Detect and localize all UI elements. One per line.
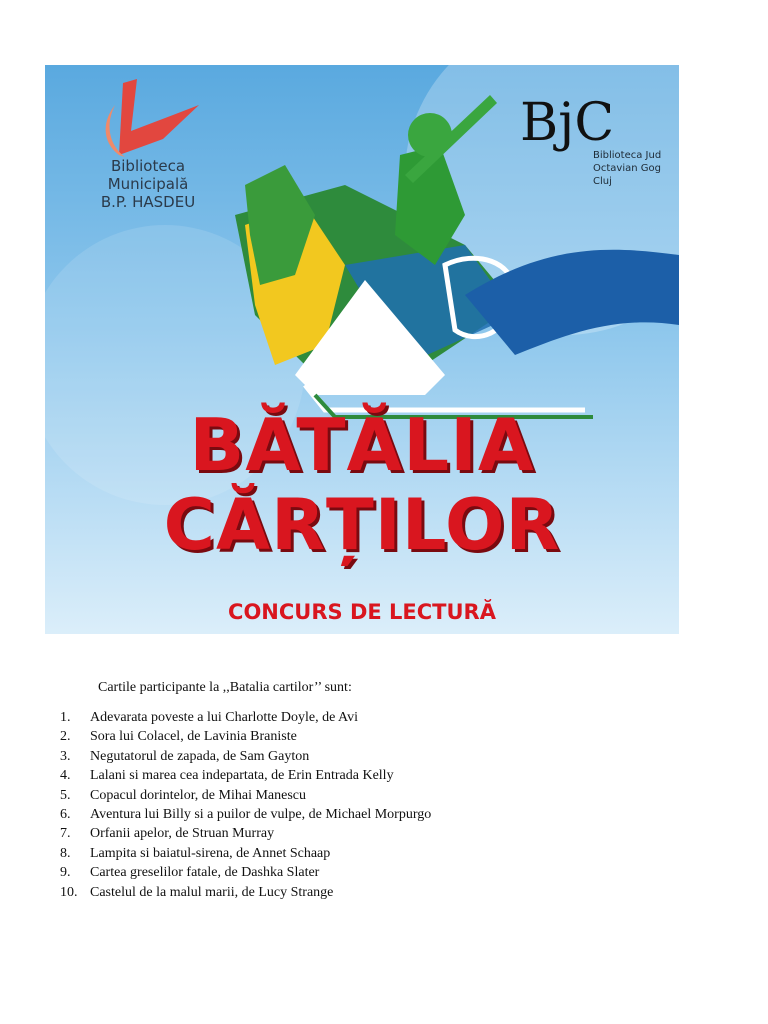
red-book-flame-logo	[106, 79, 199, 157]
right-logo-line: Octavian Gog	[593, 163, 661, 174]
poster-subtitle: CONCURS DE LECTURĂ	[228, 600, 496, 624]
poster-title-line1: BĂTĂLIA	[189, 403, 535, 487]
left-logo-line: B.P. HASDEU	[100, 193, 196, 211]
list-item	[60, 824, 431, 843]
book-title: Negutatorul de zapada, de Sam Gayton	[90, 748, 310, 764]
list-item	[60, 727, 431, 746]
list-item	[60, 747, 431, 766]
right-logo-line: Cluj	[593, 176, 612, 187]
list-item	[60, 863, 431, 882]
left-logo-text	[78, 157, 218, 211]
left-logo-line: Biblioteca	[110, 157, 186, 175]
item-number: 5.	[60, 787, 71, 803]
list-item	[60, 844, 431, 863]
item-number: 7.	[60, 826, 71, 842]
intro-text: Cartile participante la ,,Batalia cartilor’’ sunt:	[98, 680, 352, 695]
list-item	[60, 786, 431, 805]
item-number: 2.	[60, 729, 71, 745]
list-item	[60, 805, 431, 824]
left-logo-line: Municipală	[107, 175, 189, 193]
book-title: Aventura lui Billy si a puilor de vulpe, de Michael Morpurgo	[90, 806, 432, 822]
list-item	[60, 708, 431, 727]
item-number: 1.	[60, 710, 71, 725]
book-title: Sora lui Colacel, de Lavinia Braniste	[90, 729, 297, 745]
right-logo-line: Biblioteca Jud	[593, 150, 662, 161]
book-title: Lampita si baiatul-sirena, de Annet Schaap	[90, 845, 331, 861]
book-title: Copacul dorintelor, de Mihai Manescu	[90, 787, 306, 803]
list-item	[60, 766, 431, 785]
poster-title-line2: CĂRȚILOR	[163, 484, 561, 566]
book-title: Castelul de la malul marii, de Lucy Strange	[90, 884, 334, 900]
item-number: 3.	[60, 748, 71, 764]
book-title: Orfanii apelor, de Struan Murray	[90, 826, 275, 842]
poster-image	[45, 65, 679, 634]
item-number: 6.	[60, 806, 71, 822]
item-number: 4.	[60, 768, 71, 784]
book-title: Lalani si marea cea indepartata, de Erin Entrada Kelly	[90, 768, 394, 784]
bjc-monogram: BjC	[520, 93, 615, 153]
book-title: Adevarata poveste a lui Charlotte Doyle, de Avi	[90, 710, 358, 725]
right-logo-text	[593, 149, 661, 188]
item-number: 10.	[60, 884, 78, 900]
list-item	[60, 883, 431, 902]
item-number: 8.	[60, 845, 71, 861]
book-list	[60, 708, 431, 902]
book-title: Cartea greselilor fatale, de Dashka Slater	[90, 865, 320, 881]
item-number: 9.	[60, 865, 71, 881]
